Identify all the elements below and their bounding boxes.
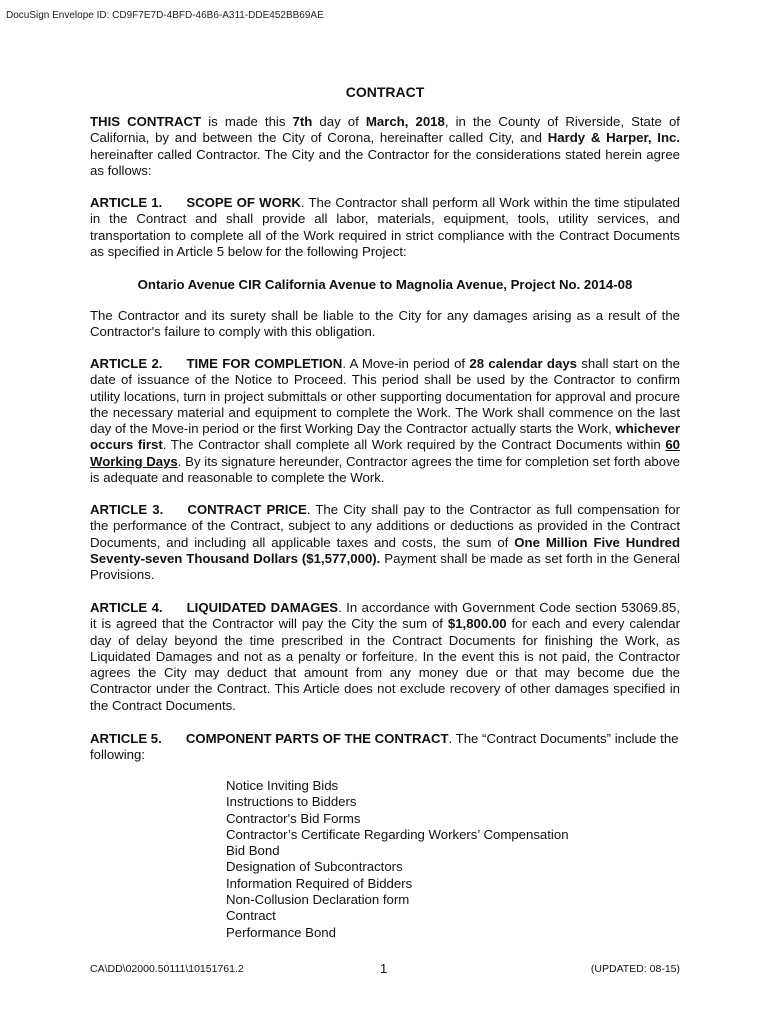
page-title: CONTRACT [345, 84, 425, 100]
list-item: Contract [226, 908, 276, 924]
list-item: Bid Bond [226, 843, 280, 859]
list-item: Instructions to Bidders [226, 794, 357, 810]
footer-updated: (UPDATED: 08-15) [590, 963, 680, 975]
article-2: ARTICLE 2. TIME FOR COMPLETION. A Move-in period of 28 calendar days shall start on the date of issuance of the Notice to Proceed. This period shall be used by the Contractor to confirm utility locations, turn in project submittals or other supporting documentation for approval and procure the necessary material and equipment to complete the Work. The Work shall commence on the last day of the Move-in period or the first Working Day the Contractor actually starts the Work, whichever occurs first. The Contractor shall complete all Work required by the Contract Documents within 60 Working Days. By its signature hereunder, Contractor agrees the time for completion set forth above is adequate and reasonable to complete the Work. [90, 356, 680, 486]
list-item: Performance Bond [226, 924, 336, 940]
article-3: ARTICLE 3. CONTRACT PRICE. The City shall pay to the Contractor as full compensation for the performance of the Contract, subject to any additions or deductions as provided in the Contract Documents, and including all applicable taxes and costs, the sum of One Million Five Hundred Seventy-seven Thousand Dollars ($1,577,000). Payment shall be made as set forth in the General Provisions. [90, 502, 681, 583]
contract-documents-list [226, 778, 569, 941]
envelope-id: DocuSign Envelope ID: CD9F7E7D-4BFD-46B6-A311-DDE452BB69AE [6, 10, 324, 21]
intro-paragraph: THIS CONTRACT is made this 7th day of March, 2018, in the County of Riverside, State of California, by and between the City of Corona, hereinafter called City, and Hardy & Harper, Inc. hereinafter called Contractor. The City and the Contractor for the considerations stated herein agree as follows: [90, 114, 681, 178]
project-name: Ontario Avenue CIR California Avenue to Magnolia Avenue, Project No. 2014-08 [137, 277, 633, 292]
list-item: Contractor’s Certificate Regarding Workers’ Compensation [226, 826, 569, 842]
list-item: Non-Collusion Declaration form [226, 892, 410, 908]
list-item: Information Required of Bidders [226, 875, 413, 891]
article-1: ARTICLE 1. SCOPE OF WORK. The Contractor shall perform all Work within the time stipulated in the Contract and shall provide all labor, materials, equipment, tools, utility services, and transportation to complete all of the Work required in strict compliance with the Contract Documents as specified in Article 5 below for the following Project: [90, 195, 680, 259]
article-5: ARTICLE 5. COMPONENT PARTS OF THE CONTRACT. The “Contract Documents” include the following: [90, 731, 679, 763]
list-item: Designation of Subcontractors [226, 859, 403, 875]
footer-doc-ref: CA\DD\02000.50111\10151761.2 [90, 963, 244, 975]
list-item: Notice Inviting Bids [226, 778, 339, 793]
surety-paragraph: The Contractor and its surety shall be liable to the City for any damages arising as a result of the Contractor's failure to comply with this obligation. [90, 308, 680, 340]
list-item: Contractor's Bid Forms [226, 810, 361, 826]
page-number: 1 [380, 961, 388, 976]
article-4: ARTICLE 4. LIQUIDATED DAMAGES. In accordance with Government Code section 53069.85, it is agreed that the Contractor will pay the City the sum of $1,800.00 for each and every calendar day of delay beyond the time prescribed in the Contract Documents for finishing the Work, as Liquidated Damages and not as a penalty or forfeiture. In the event this is not paid, the Contractor agrees the City may deduct that amount from any money due or that may become due the Contractor under the Contract. This Article does not exclude recovery of other damages specified in the Contract Documents. [90, 600, 680, 713]
